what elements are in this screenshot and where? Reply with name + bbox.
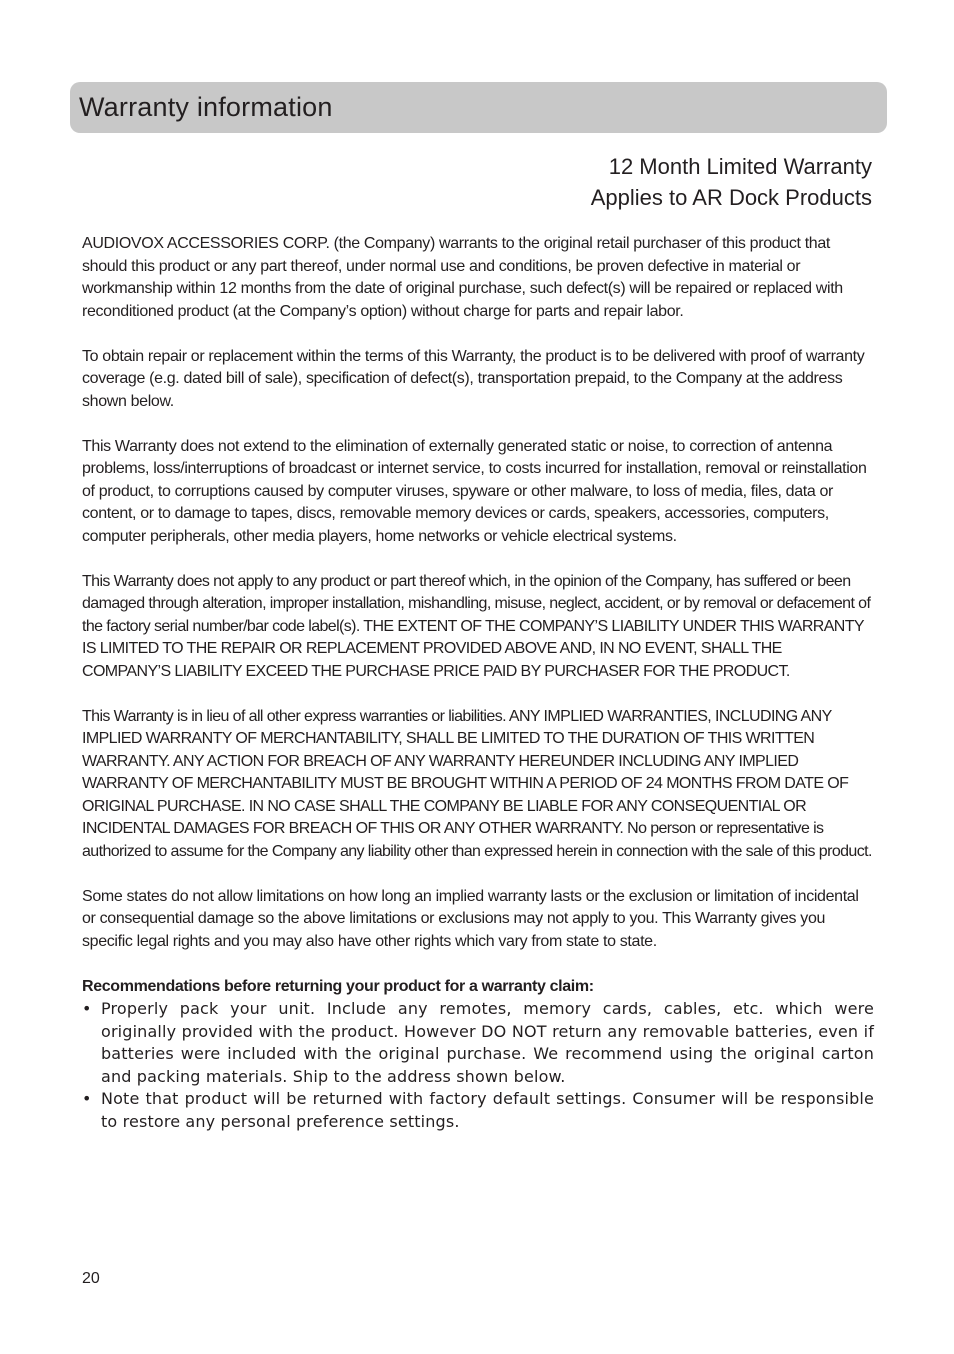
- paragraph-coverage: AUDIOVOX ACCESSORIES CORP. (the Company) warrants to the original retail purchaser of this product that should this product or any part thereof, under normal use and conditions, be proven defective in material or workmanship within 12 months from the date of original purchase, such defect(s) will be repaired or replaced with reconditioned product (at the Company’s option) without charge for parts and repair labor.: [82, 235, 843, 320]
- recommendations-list: [82, 998, 874, 1133]
- bullet-icon: •: [82, 999, 92, 1018]
- paragraph-implied-warranties: This Warranty is in lieu of all other express warranties or liabilities. ANY IMPLIED WARRANTIES, INCLUDING ANY IMPLIED WARRANTY OF MERCHANTABILITY, SHALL BE LIMITED TO THE DURATION OF THIS WRITTEN WARRANTY. ANY ACTION FOR BREACH OF ANY WARRANTY HEREUNDER INCLUDING ANY IMPLIED WARRANTY OF MERCHANTABILITY MUST BE BROUGHT WITHIN A PERIOD OF 24 MONTHS FROM DATE OF ORIGINAL PURCHASE. IN NO CASE SHALL THE COMPANY BE LIABLE FOR ANY CONSEQUENTIAL OR INCIDENTAL DAMAGES FOR BREACH OF THIS OR ANY OTHER WARRANTY. No person or representative is authorized to assume for the Company any liability other than expressed herein in connection with the sale of this product.: [82, 707, 872, 860]
- list-item: [82, 1088, 874, 1133]
- list-item-text: Note that product will be returned with factory default settings. Consumer will be responsible to restore any personal preference settings.: [101, 1089, 874, 1131]
- page-title: Warranty information: [79, 92, 333, 122]
- page-number: 20: [82, 1270, 100, 1287]
- list-item: [82, 998, 874, 1088]
- paragraph-limitations: This Warranty does not apply to any product or part thereof which, in the opinion of the Company, has suffered or been damaged through alteration, improper installation, mishandling, misuse, neglect, accident, or by removal or defacement of the factory serial number/bar code label(s). THE EXTENT OF THE COMPANY’S LIABILITY UNDER THIS WARRANTY IS LIMITED TO THE REPAIR OR REPLACEMENT PROVIDED ABOVE AND, IN NO EVENT, SHALL THE COMPANY’S LIABILITY EXCEED THE PURCHASE PRICE PAID BY PURCHASER FOR THE PRODUCT.: [82, 572, 871, 680]
- warranty-subtitle: [591, 151, 872, 213]
- paragraph-state-rights: Some states do not allow limitations on how long an implied warranty lasts or the exclusion or limitation of incidental or consequential damage so the above limitations or exclusions may not apply to you. This Warranty gives you specific legal rights and you may also have other rights which vary from state to state.: [82, 887, 859, 950]
- subtitle-line-1: 12 Month Limited Warranty: [608, 154, 872, 179]
- warranty-body: [82, 233, 874, 1133]
- paragraph-exclusions: This Warranty does not extend to the elimination of externally generated static or noise, to correction of antenna problems, loss/interruptions of broadcast or internet service, to costs incurred for installation, removal or reinstallation of product, to corruptions caused by computer viruses, spyware or other malware, to loss of media, files, data or content, or to damage to tapes, discs, removable memory devices or cards, speakers, accessories, computers, computer peripherals, other media players, home networks or vehicle electrical systems.: [82, 437, 867, 545]
- bullet-icon: •: [82, 1089, 92, 1108]
- list-item-text: Properly pack your unit. Include any remotes, memory cards, cables, etc. which were originally provided with the product. However DO NOT return any removable batteries, even if batteries were included with the original purchase. We recommend using the original carton and packing materials. Ship to the address shown below.: [101, 999, 874, 1086]
- section-header-bar: [70, 82, 887, 133]
- recommendations-heading: Recommendations before returning your product for a warranty claim:: [82, 977, 594, 995]
- subtitle-line-2: Applies to AR Dock Products: [590, 185, 872, 210]
- paragraph-repair-procedure: To obtain repair or replacement within the terms of this Warranty, the product is to be delivered with proof of warranty coverage (e.g. dated bill of sale), specification of defect(s), transportation prepaid, to the Company at the address shown below.: [82, 347, 865, 410]
